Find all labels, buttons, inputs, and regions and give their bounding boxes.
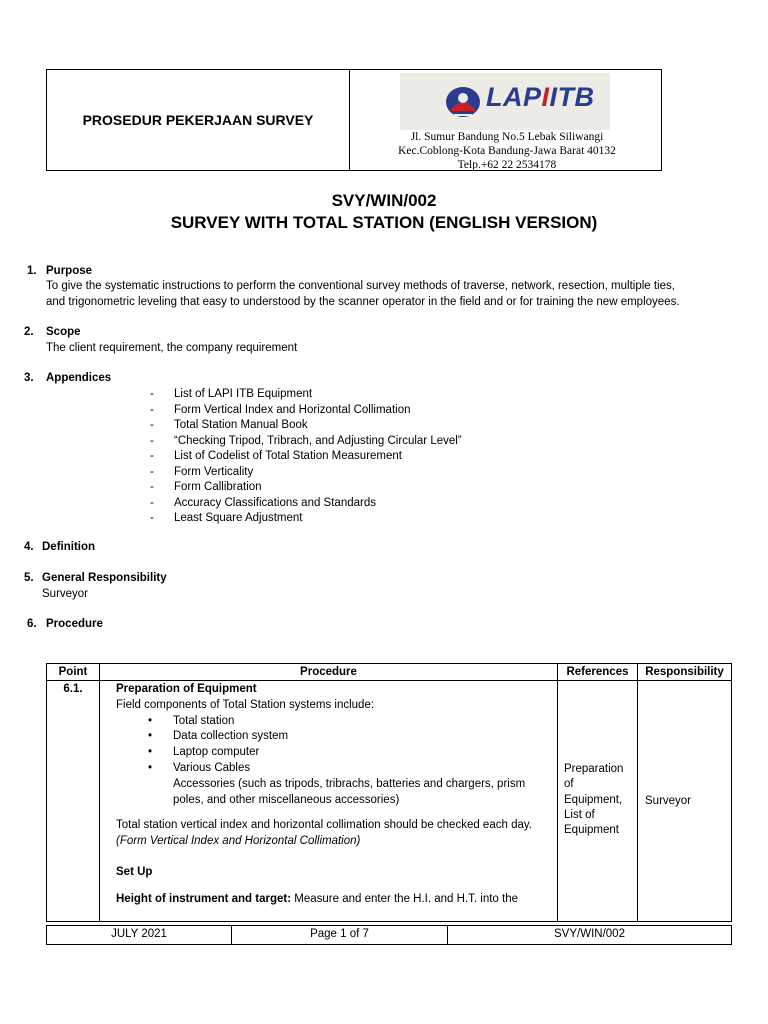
appendices-list [150, 387, 462, 527]
general-responsibility-text: Surveyor [42, 588, 89, 600]
section-number: 3. [24, 372, 34, 384]
check-form: (Form Vertical Index and Horizontal Collimation) [116, 835, 361, 848]
address-line: Jl. Sumur Bandung No.5 Lebak Siliwangi [410, 131, 604, 143]
column-header-point: Point [58, 666, 88, 678]
check-text: Total station vertical index and horizontal collimation should be checked each day. [116, 819, 532, 832]
accessories-text: Accessories (such as tripods, tribrachs, batteries and chargers, prism poles, and other miscellaneous accessories) [173, 777, 526, 806]
purpose-text: To give the systematic instructions to perform the conventional survey methods of traverse, network, resection, multiple ties, and trigonometric leveling that easy to understood by the scanner operator in the field and or for training the new employees. [46, 280, 680, 308]
procedure-intro: Field components of Total Station systems include: [116, 698, 375, 711]
setup-heading: Set Up [116, 865, 153, 878]
section-title-purpose: Purpose [46, 265, 93, 277]
list-item: - Least Square Adjustment [150, 512, 303, 524]
document-code: SVY/WIN/002 [331, 191, 437, 210]
procedure-heading: Preparation of Equipment [116, 683, 257, 695]
section-title-appendices: Appendices [46, 372, 112, 384]
document-title: SURVEY WITH TOTAL STATION (ENGLISH VERSION) [170, 213, 598, 232]
procedure-table [46, 663, 732, 922]
row-point: 6.1. [63, 683, 83, 695]
bullet-item: • Total station [148, 714, 235, 727]
header-divider [349, 70, 350, 170]
section-title-scope: Scope [46, 326, 81, 338]
footer-date: JULY 2021 [111, 928, 167, 940]
section-number: 5. [24, 572, 34, 584]
logo-emblem-icon [444, 85, 482, 119]
responsibility-cell: Surveyor [645, 795, 692, 807]
section-number: 6. [27, 618, 37, 630]
footer-page-number: Page 1 of 7 [310, 928, 369, 940]
section-number: 4. [24, 541, 34, 553]
bullet-item: • Various Cables [148, 761, 251, 774]
section-title-procedure: Procedure [46, 618, 103, 630]
address-line: Telp.+62 22 2534178 [457, 159, 557, 171]
list-item: - List of Codelist of Total Station Measurement [150, 450, 402, 462]
list-item: - “Checking Tripod, Tribrach, and Adjusting Circular Level” [150, 434, 462, 447]
section-title-general-responsibility: General Responsibility [42, 572, 167, 584]
height-text: Height of instrument and target: Measure and enter the H.I. and H.T. into the [116, 892, 518, 905]
column-header-procedure: Procedure [300, 666, 357, 678]
section-title-definition: Definition [42, 541, 96, 553]
address-line: Kec.Coblong-Kota Bandung-Jawa Barat 40132 [398, 145, 616, 157]
company-address [352, 130, 662, 172]
list-item: - Total Station Manual Book [150, 419, 308, 431]
bullet-item: • Data collection system [148, 730, 289, 743]
list-item: - Form Vertical Index and Horizontal Collimation [150, 403, 411, 416]
header-title: PROSEDUR PEKERJAAN SURVEY [82, 112, 314, 128]
column-header-references: References [566, 666, 629, 678]
company-logo [400, 73, 610, 130]
document-title-block [0, 190, 768, 234]
section-number: 2. [24, 326, 34, 338]
list-item: - Form Verticality [150, 465, 254, 478]
document-header [46, 69, 662, 171]
footer-doc-code: SVY/WIN/002 [554, 928, 625, 940]
list-item: - List of LAPI ITB Equipment [150, 388, 313, 400]
column-header-responsibility: Responsibility [645, 666, 724, 678]
references-cell: Preparation of Equipment, List of Equipment [564, 763, 624, 837]
section-number: 1. [27, 265, 37, 277]
list-item: - Form Callibration [150, 481, 262, 493]
page-footer [46, 925, 732, 945]
scope-text: The client requirement, the company requirement [46, 342, 298, 354]
list-item: - Accuracy Classifications and Standards [150, 496, 376, 509]
procedure-cell [116, 682, 553, 908]
logo-text: LAPIITB [486, 82, 595, 112]
bullet-item: • Laptop computer [148, 746, 260, 759]
